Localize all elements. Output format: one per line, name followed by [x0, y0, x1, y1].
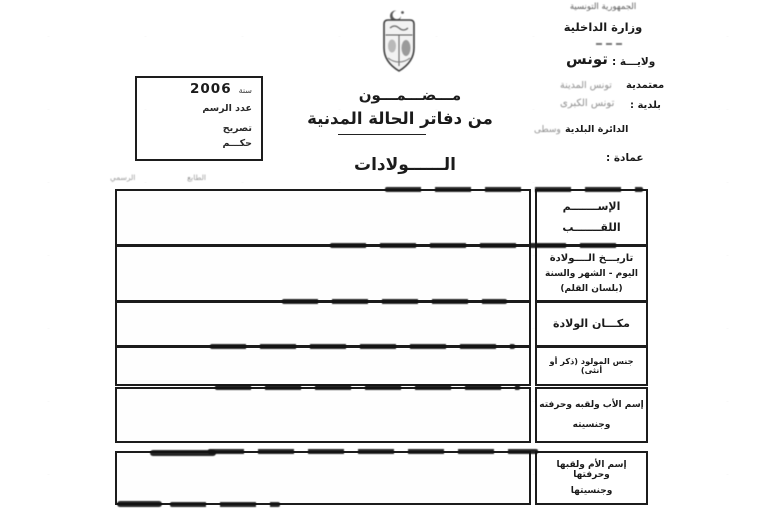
- birthplace-value-cell: [115, 301, 531, 347]
- official-stamp-note: [110, 173, 206, 182]
- year-value: 2006: [190, 81, 232, 97]
- surname-label: اللقـــــــب: [562, 220, 621, 234]
- year-line: [140, 81, 252, 97]
- ministry-heading: وزارة الداخلية: [563, 20, 643, 34]
- municipality-label: بلدية :: [630, 100, 661, 111]
- mother-label-cell: [535, 451, 648, 505]
- father-value-cell: [115, 387, 531, 443]
- name-label: الإســـــــم: [562, 199, 621, 213]
- document-title-registers: من دفاتر الحالة المدنية: [307, 109, 493, 128]
- republic-heading: الجمهورية التونسية: [569, 2, 637, 12]
- birthdate-label-cell: [535, 245, 648, 302]
- redaction-smudge: [385, 187, 643, 192]
- year-act-box: [135, 76, 263, 161]
- title-underline: [338, 134, 426, 135]
- document-title-births: الــــــولادات: [353, 155, 457, 175]
- redaction-smudge: [150, 450, 216, 456]
- mother-nationality-label: وجنسيتها: [570, 486, 613, 496]
- sex-label-cell: [535, 346, 648, 386]
- municipality-value: تونس الكبرى: [560, 98, 615, 109]
- redaction-smudge: [330, 243, 630, 248]
- year-label: سنة: [238, 86, 252, 95]
- father-name-label: إسم الأب ولقبه وحرفته: [539, 399, 644, 410]
- form-row-mother: [115, 451, 648, 505]
- mother-name-label: إسم الأم ولقبها وحرفتها: [556, 459, 627, 480]
- redaction-smudge: [210, 344, 515, 349]
- delegation-value: تونس المدينة: [560, 80, 612, 91]
- act-number-label: عدد الرسم: [202, 103, 252, 114]
- redaction-smudge: [117, 501, 162, 507]
- form-row-birthplace: [115, 301, 648, 347]
- redaction-smudge: [282, 299, 507, 304]
- form-row-birthdate: [115, 245, 648, 302]
- form-row-father: [115, 387, 648, 443]
- birthdate-value-cell: [115, 245, 531, 302]
- governorate-label: ولايـــة :: [612, 56, 656, 68]
- redaction-smudge: [170, 502, 280, 507]
- mother-value-cell: [115, 451, 531, 505]
- name-value-cell: [115, 189, 531, 246]
- father-nationality-label: وجنسيته: [572, 419, 611, 430]
- delegation-label: معتمدية: [626, 80, 665, 91]
- name-label-cell: [535, 189, 648, 246]
- birthplace-label: مكـــان الولادة: [553, 316, 630, 330]
- stamp-note-word-right: الطابع: [187, 173, 206, 182]
- governorate-value: تونس: [566, 50, 608, 68]
- judgment-label: حكـــم: [222, 138, 252, 149]
- municipal-district-label: الدائرة البلدية: [565, 124, 629, 135]
- redaction-smudge: [215, 385, 520, 390]
- stamp-note-word-left: الرسمي: [110, 173, 136, 182]
- sex-label: جنس المولود (ذكر أو أنثى): [549, 355, 634, 375]
- birthdate-label: تاريـــخ الــــولادة: [549, 252, 634, 264]
- redaction-smudge: [208, 449, 538, 454]
- tunisia-coat-of-arms-icon: [376, 8, 422, 78]
- form-row-sex: [115, 346, 648, 386]
- declaration-label: تصريح: [222, 123, 252, 134]
- form-row-name: [115, 189, 648, 246]
- father-label-cell: [535, 387, 648, 443]
- sex-value-cell: [115, 346, 531, 386]
- in-words-label: (بلسان القلم): [560, 283, 623, 294]
- municipal-district-value: وسطى: [534, 125, 561, 135]
- birthplace-label-cell: [535, 301, 648, 347]
- document-title-word: مـــضـــمـــون: [358, 86, 462, 104]
- omda-label: عمادة :: [606, 152, 644, 164]
- day-month-year-label: اليوم - الشهر والسنة: [544, 268, 639, 279]
- header-divider: [596, 43, 622, 45]
